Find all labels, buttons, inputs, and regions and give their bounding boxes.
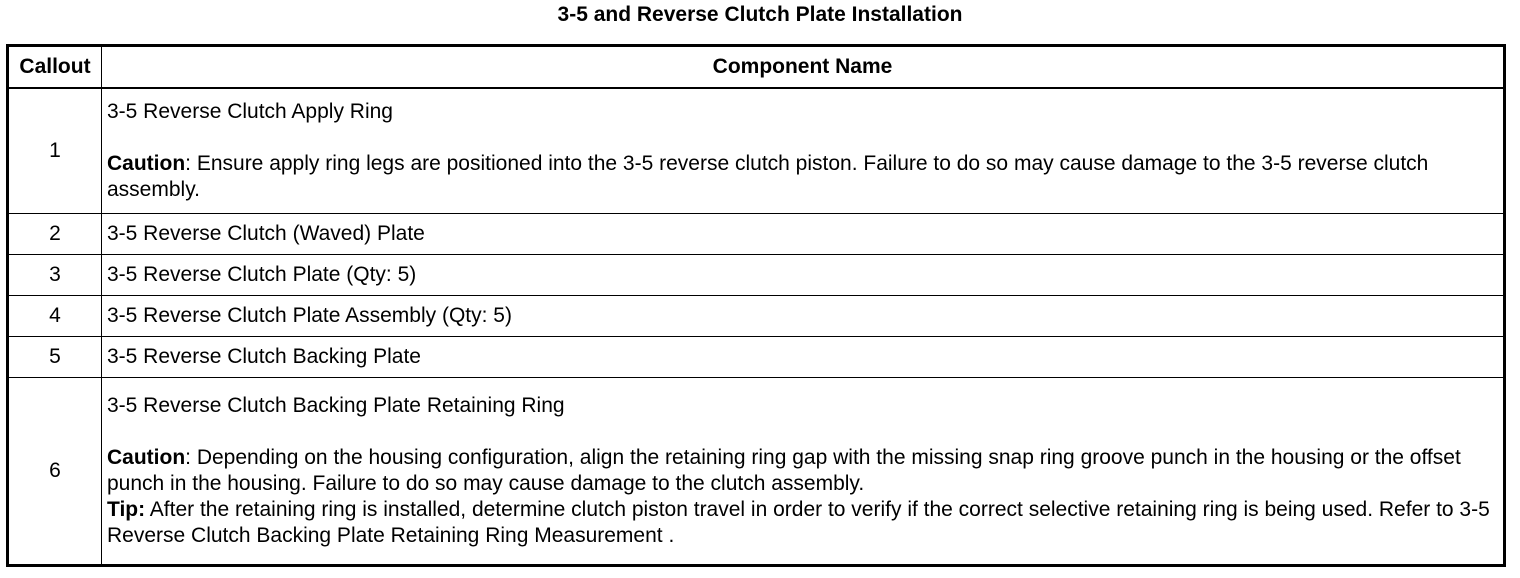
callout-number: 1 (8, 88, 102, 214)
callout-number: 2 (8, 214, 102, 255)
component-name: 3-5 Reverse Clutch Plate Assembly (Qty: 5) (102, 296, 1505, 337)
callout-number: 6 (8, 378, 102, 566)
table-row (8, 378, 1505, 566)
component-name: 3-5 Reverse Clutch Apply Ring (107, 100, 393, 123)
tip-note (107, 497, 1498, 549)
caution-note (107, 445, 1498, 497)
table-row (8, 255, 1505, 296)
callout-column-header: Callout (8, 46, 102, 89)
component-name-column-header: Component Name (102, 46, 1505, 89)
table-row (8, 88, 1505, 214)
caution-note (107, 151, 1498, 203)
caution-label: Caution (107, 152, 186, 175)
component-name: 3-5 Reverse Clutch (Waved) Plate (102, 214, 1505, 255)
component-description (102, 378, 1505, 566)
table-header-row (8, 46, 1505, 89)
component-name: 3-5 Reverse Clutch Backing Plate (102, 337, 1505, 378)
component-table (6, 44, 1506, 567)
caution-text: : Ensure apply ring legs are positioned into the 3-5 reverse clutch piston. Failure to do so may cause damage to the 3-5 reverse clutch assembly. (107, 152, 1429, 201)
table-row (8, 214, 1505, 255)
table-row (8, 337, 1505, 378)
caution-label: Caution (107, 446, 186, 469)
component-name: 3-5 Reverse Clutch Plate (Qty: 5) (102, 255, 1505, 296)
tip-label: Tip: (107, 498, 146, 521)
component-name: 3-5 Reverse Clutch Backing Plate Retaining Ring (107, 394, 565, 417)
callout-number: 3 (8, 255, 102, 296)
table-row (8, 296, 1505, 337)
callout-number: 5 (8, 337, 102, 378)
document-title: 3-5 and Reverse Clutch Plate Installation (557, 3, 963, 26)
tip-text: After the retaining ring is installed, determine clutch piston travel in order to verify if the correct selective retaining ring is being used. Refer to 3-5 Reverse Clutch Backing Plate Retaining Ring Measurement . (107, 498, 1490, 547)
caution-text: : Depending on the housing configuration, align the retaining ring gap with the missing snap ring groove punch in the housing or the offset punch in the housing. Failure to do so may cause damage to the clutch assembly. (107, 446, 1461, 495)
callout-number: 4 (8, 296, 102, 337)
component-description (102, 88, 1505, 214)
